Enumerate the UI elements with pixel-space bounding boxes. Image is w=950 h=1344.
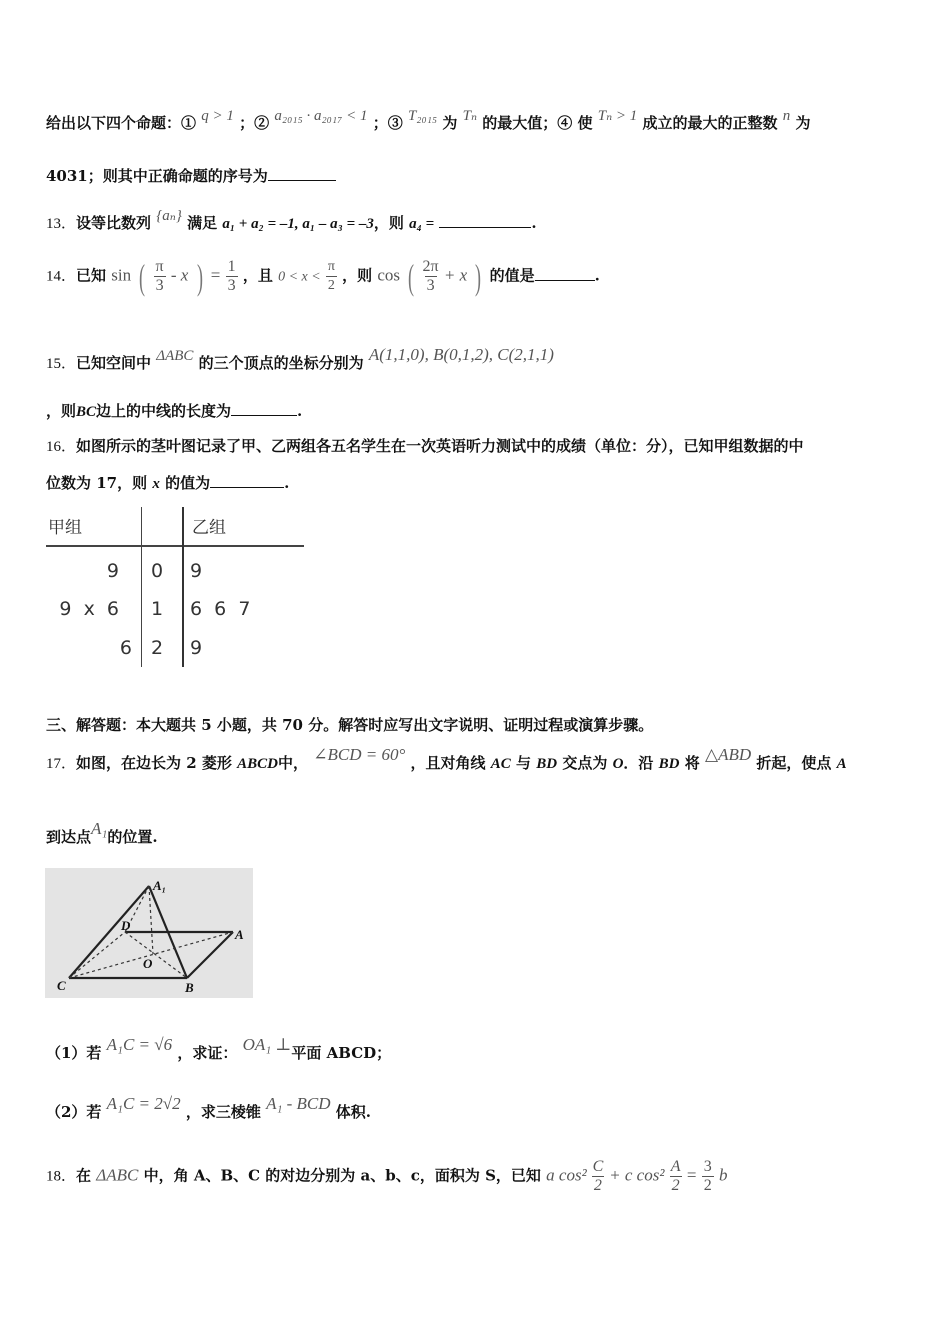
- q15-line1: [46, 345, 554, 373]
- q16-line1: [46, 435, 804, 456]
- q15-coords: A(1,1,0), B(0,1,2), C(2,1,1): [368, 345, 554, 364]
- q13-text1: 设等比数列: [76, 214, 152, 232]
- q17-line1: [46, 745, 847, 773]
- q12-sep1: ；②: [239, 114, 270, 132]
- q14-plus-x: + x: [443, 265, 468, 285]
- q17-text5: 交点为: [562, 754, 608, 772]
- q17-bd: BD: [536, 756, 558, 772]
- q14-three3: 3: [426, 277, 435, 294]
- q18-three: 3: [703, 1158, 712, 1175]
- q14-text1: 已知: [76, 266, 107, 285]
- right-paren: ): [475, 256, 482, 297]
- q17-text6: ．沿: [623, 754, 654, 772]
- stem-leaf-row1-right: 9: [190, 560, 203, 582]
- q18-formula-a: a cos²: [546, 1165, 587, 1185]
- q13-sequence: {aₙ}: [156, 208, 182, 224]
- label-c: C: [57, 978, 66, 993]
- q14-three2: 3: [227, 277, 236, 294]
- q14-cos: cos: [377, 265, 401, 285]
- q12-intro: 给出以下四个命题：①: [46, 114, 197, 132]
- q16-line2a: 位数为 17，则: [46, 474, 148, 492]
- q18-triangle: ΔABC: [96, 1165, 139, 1185]
- stem-leaf-row2-stem: 1: [151, 598, 164, 620]
- q16-end: .: [284, 474, 290, 492]
- q12-prop1: q > 1: [201, 108, 234, 124]
- q17-part2-b: ，求三棱锥: [185, 1103, 261, 1121]
- q17-triangle: △ABD: [705, 745, 752, 764]
- q14-end: .: [594, 266, 600, 285]
- question-number: 16．: [46, 439, 77, 455]
- q12-p3-mid: 为: [442, 114, 458, 132]
- q17-text7: 将: [684, 754, 700, 772]
- label-o: O: [143, 956, 153, 971]
- q16-line2: [46, 472, 289, 493]
- label-b: B: [185, 980, 194, 995]
- stem-leaf-row3-left: 6: [119, 637, 132, 659]
- q17-a: A: [836, 756, 847, 772]
- q14-three: 3: [155, 277, 164, 294]
- edge-c-d: [69, 932, 125, 978]
- stem-leaf-head-right: 乙组: [192, 518, 226, 538]
- q18-eq: =: [686, 1165, 697, 1185]
- q12-line2: [46, 165, 336, 186]
- question-number: 17．: [46, 756, 77, 772]
- q15-line2b: 边上的中线的长度为: [96, 402, 232, 420]
- q17-text1: 如图，在边长为 2 菱形: [76, 754, 232, 772]
- q17-text3: ，且对角线: [410, 754, 486, 772]
- q15-text1: 已知空间中: [76, 354, 152, 372]
- q14: [46, 258, 600, 295]
- q14-frac-pi2: [326, 258, 337, 295]
- q12-p4-tail: 为: [795, 114, 811, 132]
- q14-frac-2pi3: [423, 258, 439, 295]
- q15-bc: BC: [76, 404, 97, 420]
- q12-t2015: T₂₀₁₅: [407, 108, 438, 124]
- q12-sep2: ；③: [372, 114, 403, 132]
- q18-frac-3-2: [702, 1158, 714, 1195]
- q14-eq: =: [210, 265, 221, 285]
- q18-c-top: C: [592, 1158, 604, 1175]
- q13: [46, 208, 537, 233]
- right-paren: ): [196, 256, 203, 297]
- label-d: D: [121, 918, 131, 933]
- q12-prop2: a₂₀₁₅ · a₂₀₁₇ < 1: [274, 108, 368, 124]
- question-number: 18．: [46, 1168, 77, 1185]
- q18-frac-a2: [670, 1158, 682, 1195]
- question-number: 15．: [46, 356, 77, 372]
- edge-c-a: [69, 932, 233, 978]
- label-a1: A₁: [153, 878, 167, 893]
- left-paren: (: [139, 256, 146, 297]
- q14-minus-x: - x: [170, 265, 189, 285]
- q15-line2: [46, 400, 302, 421]
- stem-leaf-divider-right: [182, 507, 184, 667]
- question-number: 13．: [46, 216, 77, 232]
- q18-text2: 中，角 A、B、C 的对边分别为 a、b、c，面积为 S，已知: [143, 1166, 541, 1185]
- q12-line1: [46, 108, 811, 133]
- pyramid-figure: [45, 868, 253, 998]
- q17-part2-c: 体积.: [335, 1103, 372, 1121]
- answer-blank: [268, 166, 336, 181]
- q14-text2: ，且: [242, 266, 273, 285]
- q15-text2: 的三个顶点的坐标分别为: [198, 354, 364, 372]
- q17-o: O: [612, 756, 624, 772]
- q17-angle: ∠BCD = 60°: [313, 745, 406, 764]
- answer-blank: [535, 266, 595, 281]
- q18-a-top: A: [670, 1158, 681, 1175]
- q13-end: .: [531, 214, 537, 232]
- q18-b: b: [718, 1165, 728, 1185]
- q17-part1-c: 平面 ABCD；: [291, 1044, 392, 1062]
- q17-part2: [46, 1094, 372, 1122]
- q15-line2a: ，则: [46, 402, 77, 420]
- q17-text8: 折起，使点: [756, 754, 832, 772]
- q14-text3: ，则: [342, 266, 373, 285]
- q17-line2b: 的位置.: [107, 828, 158, 846]
- label-a: A: [235, 927, 244, 942]
- q12-p3-end: 的最大值；④ 使: [482, 114, 593, 132]
- q16-line2b: 的值为: [165, 474, 211, 492]
- answer-blank: [231, 401, 297, 416]
- q13-text3: ，则: [373, 214, 404, 232]
- q12-line2-text: 4031；则其中正确命题的序号为: [46, 167, 268, 185]
- q14-two: 2: [327, 278, 335, 293]
- stem-leaf-row3-right: 9: [190, 637, 203, 659]
- question-number: 14．: [46, 268, 77, 285]
- q18-two3: 2: [703, 1177, 712, 1194]
- stem-leaf-header-rule: [46, 545, 304, 547]
- q17-line2: [46, 819, 158, 847]
- stem-leaf-divider-left: [141, 507, 142, 667]
- q17-part1: [46, 1035, 392, 1063]
- section-heading: 三、解答题：本大题共 5 小题，共 70 分。解答时应写出文字说明、证明过程或演算步骤。: [46, 716, 654, 734]
- q17-part1-b: ，求证：: [177, 1044, 238, 1062]
- q16-line1-text: 如图所示的茎叶图记录了甲、乙两组各五名学生在一次英语听力测试中的成绩（单位：分），已知甲组数据的中: [76, 437, 804, 455]
- stem-leaf-plot: [44, 505, 314, 675]
- stem-leaf-row1-left: 9: [106, 560, 119, 582]
- q15-end: .: [297, 402, 303, 420]
- q14-frac-pi3: [154, 258, 166, 295]
- q17-a1: A₁: [91, 819, 108, 838]
- q18-two2: 2: [671, 1177, 680, 1194]
- q14-sin: sin: [111, 265, 132, 285]
- q18: [46, 1158, 727, 1195]
- q17-text2: 中，: [278, 754, 309, 772]
- q18-frac-c2: [592, 1158, 604, 1195]
- q13-ask: a₄ =: [409, 216, 435, 232]
- q14-twopi: 2π: [422, 258, 439, 275]
- q16-x: x: [152, 476, 160, 492]
- stem-leaf-head-left: 甲组: [48, 518, 82, 538]
- q12-n: n: [782, 108, 791, 124]
- q14-one: 1: [227, 258, 236, 275]
- answer-blank: [439, 213, 531, 228]
- q13-condition: a₁ + a₂ = –1, a₁ – a₃ = –3: [222, 216, 374, 232]
- stem-leaf-row3-stem: 2: [151, 637, 164, 659]
- q14-cond: 0 < x <: [278, 269, 321, 285]
- q17-part1-a: （1）若: [46, 1044, 102, 1062]
- q12-p4-end: 成立的最大的正整数: [642, 114, 778, 132]
- answer-blank: [210, 473, 284, 488]
- q14-text4: 的值是: [489, 266, 535, 285]
- q17-abcd: ABCD: [237, 756, 278, 772]
- q17-text4: 与: [516, 754, 532, 772]
- q17-part2-cond: A₁C = 2√2: [106, 1094, 181, 1113]
- q18-plus: + c cos²: [609, 1165, 665, 1185]
- q17-line2a: 到达点: [46, 828, 92, 846]
- q14-pi: π: [155, 258, 164, 275]
- q18-two1: 2: [593, 1177, 602, 1194]
- q17-part2-pyramid: A₁ - BCD: [266, 1094, 331, 1113]
- q17-part2-a: （2）若: [46, 1103, 102, 1121]
- stem-leaf-row2-left: 9 x 6: [59, 598, 119, 620]
- q12-prop4: Tₙ > 1: [597, 108, 638, 124]
- pyramid-diagram: [45, 868, 253, 998]
- q13-text2: 满足: [187, 214, 218, 232]
- q17-part1-oa: OA₁ ⊥: [242, 1035, 292, 1054]
- q12-tn: Tₙ: [462, 108, 478, 124]
- q15-triangle: ΔABC: [156, 348, 194, 364]
- q17-bd2: BD: [658, 756, 680, 772]
- stem-leaf-row2-right: 6 6 7: [190, 598, 251, 620]
- q14-pi2: π: [327, 259, 335, 274]
- q17-part1-cond: A₁C = √6: [106, 1035, 173, 1054]
- stem-leaf-row1-stem: 0: [151, 560, 164, 582]
- q17-ac: AC: [490, 756, 511, 772]
- left-paren: (: [408, 256, 415, 297]
- q18-text1: 在: [76, 1166, 92, 1185]
- q14-frac-1-3: [226, 258, 238, 295]
